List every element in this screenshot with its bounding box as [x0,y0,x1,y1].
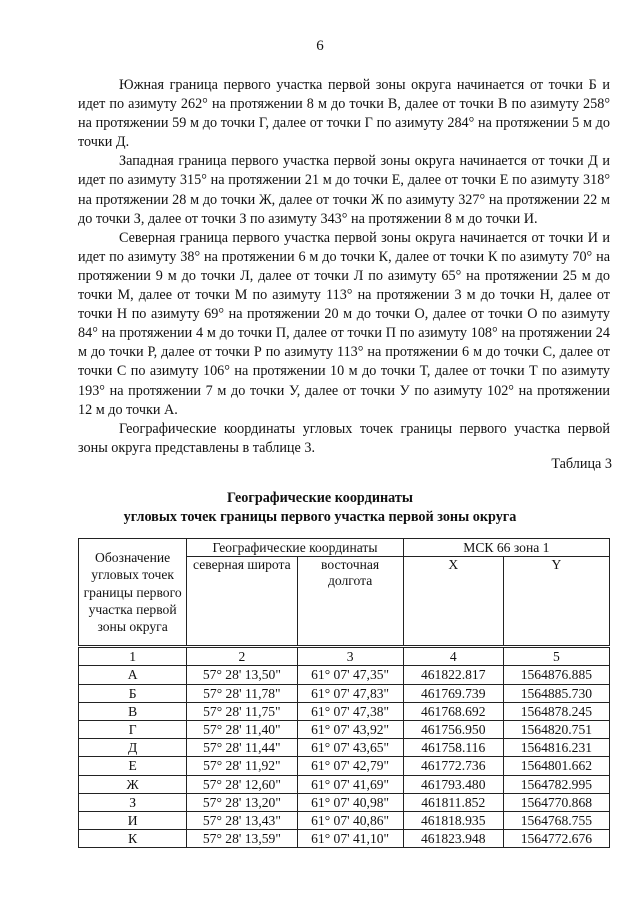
x-cell: 461823.948 [403,830,503,848]
longitude-cell: 61° 07' 42,79" [297,757,403,775]
x-cell: 461772.736 [403,757,503,775]
x-cell: 461811.852 [403,793,503,811]
paragraph-south-boundary: Южная граница первого участка первой зоны округа начинается от точки Б и идет по азимуту 262° на протяжении 8 м до точки В, далее от точки В по азимуту 258° на протяжении 59 м до точки Г, далее от точки Г по азимуту 284° на протяжении 5 м до точки Д. [78,77,610,151]
table-row [79,793,610,811]
coordinates-table [78,538,610,848]
y-cell: 1564878.245 [503,702,609,720]
table-row [79,812,610,830]
header-x: X [403,557,503,647]
paragraph-west-boundary: Западная граница первого участка первой зоны округа начинается от точки Д и идет по азимуту 315° на протяжении 21 м до точки Е, далее от точки Е по азимуту 318° на протяжении 28 м до точки Ж, далее от точки Ж по азимуту 327° на протяжении 22 м до точки З, далее от точки З по азимуту 343° на протяжении 8 м до точки И. [78,153,610,227]
table-label: Таблица 3 [551,456,612,472]
longitude-cell: 61° 07' 47,83" [297,684,403,702]
y-cell: 1564770.868 [503,793,609,811]
latitude-cell: 57° 28' 11,78" [187,684,297,702]
point-name-cell: Ж [79,775,187,793]
header-latitude: северная широта [187,557,297,647]
point-name-cell: Г [79,721,187,739]
table-caption [0,489,640,527]
x-cell: 461822.817 [403,666,503,684]
table-row [79,739,610,757]
point-name-cell: Д [79,739,187,757]
table-row [79,666,610,684]
table-row [79,684,610,702]
point-name-cell: Е [79,757,187,775]
table-caption-line-1: Географические координаты [227,490,413,506]
point-name-cell: В [79,702,187,720]
latitude-cell: 57° 28' 12,60" [187,775,297,793]
point-name-cell: Б [79,684,187,702]
header-msk66: МСК 66 зона 1 [403,539,609,557]
table-row [79,830,610,848]
x-cell: 461769.739 [403,684,503,702]
latitude-cell: 57° 28' 13,50" [187,666,297,684]
latitude-cell: 57° 28' 11,44" [187,739,297,757]
table-body [79,666,610,848]
latitude-cell: 57° 28' 13,20" [187,793,297,811]
latitude-cell: 57° 28' 11,75" [187,702,297,720]
point-name-cell: З [79,793,187,811]
x-cell: 461758.116 [403,739,503,757]
point-name-cell: К [79,830,187,848]
paragraph-north-boundary: Северная граница первого участка первой зоны округа начинается от точки И и идет по азимуту 38° на протяжении 6 м до точки К, далее от точки К по азимуту 70° на протяжении 9 м до точки Л, далее от точки Л по азимуту 65° на протяжении 25 м до точки М, далее от точки М по азимуту 113° на протяжении 3 м до точки Н, далее от точки Н по азимуту 69° на протяжении 20 м до точки О, далее от точки О по азимуту 84° на протяжении 4 м до точки П, далее от точки П по азимуту 108° на протяжении 24 м до точки Р, далее от точки Р по азимуту 113° на протяжении 6 м до точки С, далее от точки С по азимуту 106° на протяжении 10 м до точки Т, далее от точки Т по азимуту 193° на протяжении 7 м до точки У, далее от точки У по азимуту 102° на протяжении 12 м до точки А. [78,229,610,418]
header-point-designation: Обозначение угловых точек границы первого участка первой зоны округа [79,539,187,647]
column-number: 1 [79,647,187,666]
column-number-row [79,647,610,666]
table-caption-line-2: угловых точек границы первого участка первой зоны округа [123,509,517,525]
longitude-cell: 61° 07' 40,86" [297,812,403,830]
x-cell: 461768.692 [403,702,503,720]
paragraph-coordinates-intro: Географические координаты угловых точек границы первого участка первой зоны округа представлены в таблице 3. [78,420,610,456]
column-number: 3 [297,647,403,666]
table-row [79,702,610,720]
y-cell: 1564768.755 [503,812,609,830]
y-cell: 1564876.885 [503,666,609,684]
table-header-row [79,539,610,557]
table-row [79,775,610,793]
longitude-cell: 61° 07' 47,35" [297,666,403,684]
column-number: 4 [403,647,503,666]
page-number: 6 [316,38,324,54]
longitude-cell: 61° 07' 43,92" [297,721,403,739]
y-cell: 1564782.995 [503,775,609,793]
longitude-cell: 61° 07' 41,10" [297,830,403,848]
column-number: 5 [503,647,609,666]
latitude-cell: 57° 28' 13,43" [187,812,297,830]
body-text [78,76,610,458]
y-cell: 1564885.730 [503,684,609,702]
longitude-cell: 61° 07' 43,65" [297,739,403,757]
y-cell: 1564801.662 [503,757,609,775]
longitude-cell: 61° 07' 41,69" [297,775,403,793]
x-cell: 461793.480 [403,775,503,793]
longitude-cell: 61° 07' 47,38" [297,702,403,720]
header-y: Y [503,557,609,647]
latitude-cell: 57° 28' 11,92" [187,757,297,775]
y-cell: 1564772.676 [503,830,609,848]
y-cell: 1564820.751 [503,721,609,739]
latitude-cell: 57° 28' 11,40" [187,721,297,739]
x-cell: 461818.935 [403,812,503,830]
column-number: 2 [187,647,297,666]
header-longitude: восточная долгота [297,557,403,647]
header-geo-coordinates: Географические координаты [187,539,403,557]
latitude-cell: 57° 28' 13,59" [187,830,297,848]
table-row [79,757,610,775]
x-cell: 461756.950 [403,721,503,739]
point-name-cell: А [79,666,187,684]
y-cell: 1564816.231 [503,739,609,757]
longitude-cell: 61° 07' 40,98" [297,793,403,811]
point-name-cell: И [79,812,187,830]
table-row [79,721,610,739]
